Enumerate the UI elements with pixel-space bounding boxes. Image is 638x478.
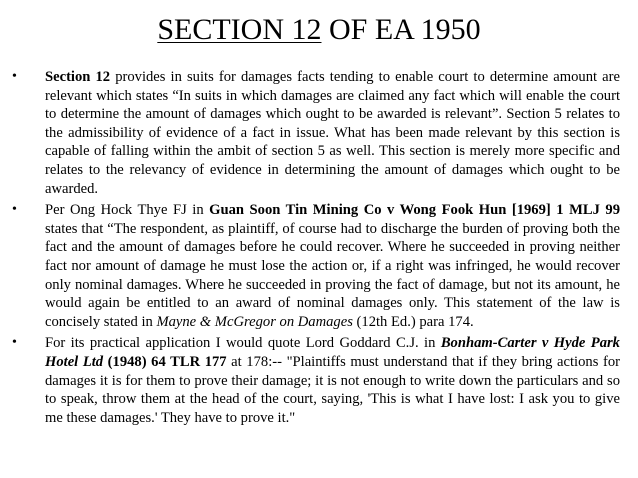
paragraph-text: Per Ong Hock Thye FJ in [45, 202, 210, 219]
paragraph-text: (12th Ed.) para 174. [352, 313, 474, 330]
bullet-item-bonham-carter [12, 334, 620, 427]
paragraph-text: at 178:-- "Plaintiffs must understand that if they bring actions for damages it is for them to prove their damage; it is not enough to write down the particulars and so to speak, throw them at the head of the court, saying, 'This is what I have lost: I ask you to give me these damages.' They have to prove it." [45, 353, 620, 426]
book-title: Mayne & McGregor on Damages [156, 313, 353, 330]
bullet-point-icon: • [12, 69, 17, 84]
title-section-number: SECTION 12 [157, 13, 322, 46]
paragraph-text: states that “The respondent, as plaintiff, of course had to discharge the burden of proving both the fact and the amount of damages before he could recover. Where he succeeded in proving neither fact nor amount of damage he must lose the action or, if a right was infringed, he would recover only nominal damages. Where he succeeded in proving the fact of damage, but not its amount, he would again be entitled to an award of nominal damages only. This statement of the law is concisely stated in [45, 220, 620, 330]
bullet-item-guan-soon [12, 201, 620, 331]
bullet-item-section-12 [12, 68, 620, 198]
bold-text: Section 12 [45, 69, 111, 85]
title-rest: OF EA 1950 [321, 13, 481, 46]
paragraph-text: For its practical application I would quote Lord Goddard C.J. in [45, 335, 441, 352]
paragraph-text: provides in suits for damages facts tending to enable court to determine amount are relevant which states “In suits in which damages are claimed any fact which will enable the court to determine the amount of damages which ought to be awarded is relevant”. Section 5 relates to the admissibility of evidence of a fact in issue. What has been made relevant by this section is capable of falling within the ambit of section 5 as well. This section is merely more specific and relates to the relevancy of evidence in determining the amount of damages which ought to be awarded. [45, 69, 620, 197]
case-citation: (1948) 64 TLR 177 [103, 353, 227, 370]
case-citation: Guan Soon Tin Mining Co v Wong Fook Hun [1969] 1 MLJ 99 [209, 202, 620, 219]
bullet-point-icon: • [12, 335, 17, 351]
bullet-point-icon: • [12, 202, 17, 218]
bullet-list [12, 68, 620, 430]
case-name: Bonham-Carter v Hyde Park Hotel Ltd [45, 335, 620, 370]
slide-title [0, 10, 638, 50]
